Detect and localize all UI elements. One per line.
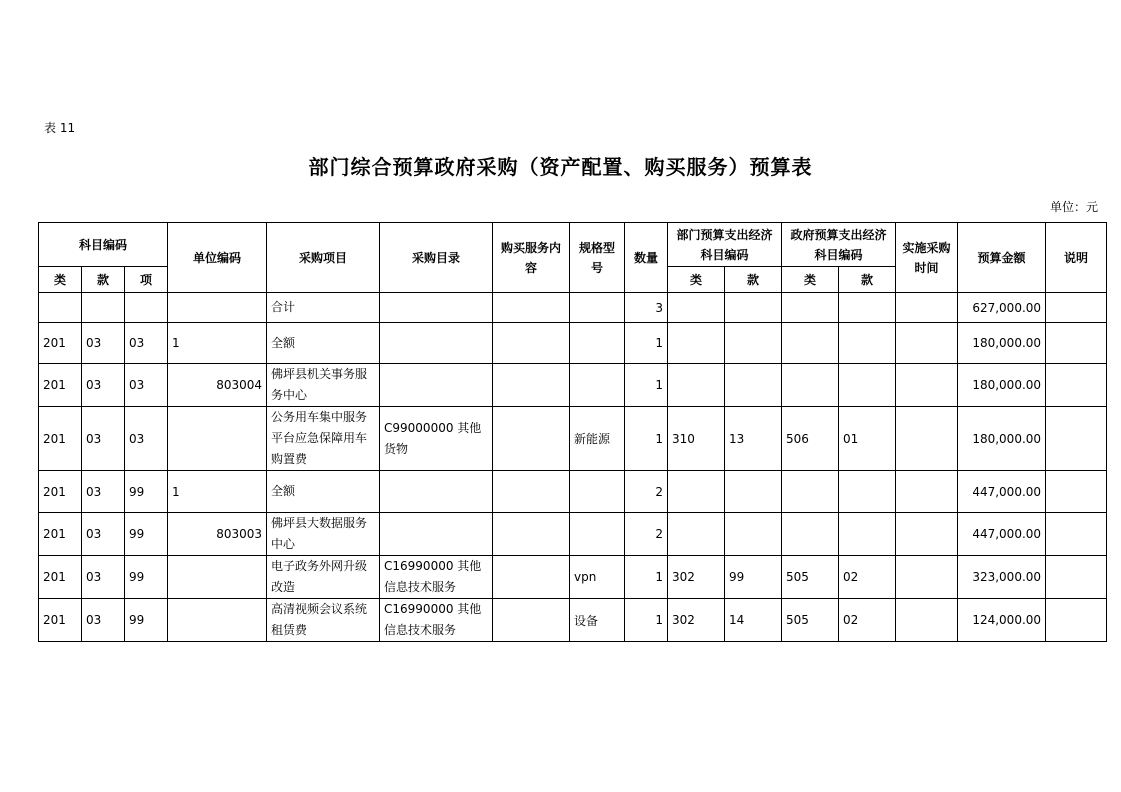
- cell-lei: 201: [39, 513, 82, 556]
- cell-catalog: C16990000 其他信息技术服务: [380, 599, 493, 642]
- cell-time: [896, 513, 958, 556]
- cell-amount: 447,000.00: [958, 471, 1046, 513]
- cell-spec: [570, 293, 625, 323]
- cell-amount: 180,000.00: [958, 407, 1046, 471]
- header-kuan: 款: [82, 267, 125, 293]
- cell-catalog: [380, 471, 493, 513]
- cell-qty: 2: [625, 513, 668, 556]
- cell-spec: 新能源: [570, 407, 625, 471]
- cell-note: [1046, 599, 1107, 642]
- cell-catalog: C99000000 其他货物: [380, 407, 493, 471]
- cell-g-lei: [782, 513, 839, 556]
- header-budget-amount: 预算金额: [958, 223, 1046, 293]
- cell-kuan: 03: [82, 599, 125, 642]
- cell-lei: 201: [39, 323, 82, 364]
- cell-qty: 1: [625, 323, 668, 364]
- cell-g-kuan: 02: [839, 599, 896, 642]
- cell-amount: 323,000.00: [958, 556, 1046, 599]
- cell-service: [493, 513, 570, 556]
- cell-d-lei: [668, 364, 725, 407]
- cell-lei: 201: [39, 556, 82, 599]
- cell-service: [493, 293, 570, 323]
- cell-service: [493, 407, 570, 471]
- table-row: [39, 364, 1107, 407]
- cell-item: 电子政务外网升级改造: [267, 556, 380, 599]
- cell-g-lei: [782, 293, 839, 323]
- cell-item: 全额: [267, 471, 380, 513]
- cell-note: [1046, 323, 1107, 364]
- cell-d-kuan: [725, 293, 782, 323]
- cell-service: [493, 323, 570, 364]
- cell-g-kuan: 02: [839, 556, 896, 599]
- cell-d-lei: 302: [668, 599, 725, 642]
- header-subject-code: 科目编码: [39, 223, 168, 267]
- cell-spec: [570, 323, 625, 364]
- cell-time: [896, 364, 958, 407]
- cell-xiang: 03: [125, 323, 168, 364]
- cell-service: [493, 471, 570, 513]
- cell-unit-code: 1: [168, 323, 267, 364]
- cell-kuan: 03: [82, 323, 125, 364]
- cell-g-kuan: [839, 293, 896, 323]
- header-spec-model: 规格型号: [570, 223, 625, 293]
- header-xiang: 项: [125, 267, 168, 293]
- cell-g-lei: [782, 323, 839, 364]
- cell-lei: 201: [39, 407, 82, 471]
- cell-kuan: 03: [82, 556, 125, 599]
- cell-g-kuan: [839, 513, 896, 556]
- cell-unit-code: 1: [168, 471, 267, 513]
- cell-d-kuan: [725, 364, 782, 407]
- cell-time: [896, 599, 958, 642]
- cell-d-kuan: [725, 513, 782, 556]
- cell-amount: 180,000.00: [958, 364, 1046, 407]
- cell-g-lei: [782, 364, 839, 407]
- page-title: 部门综合预算政府采购（资产配置、购买服务）预算表: [308, 155, 813, 179]
- cell-qty: 1: [625, 599, 668, 642]
- cell-xiang: 99: [125, 599, 168, 642]
- cell-kuan: [82, 293, 125, 323]
- cell-unit-code: 803003: [168, 513, 267, 556]
- cell-spec: 设备: [570, 599, 625, 642]
- header-gov-budget-code: 政府预算支出经济科目编码: [782, 223, 896, 267]
- unit-label: 单位：元: [1049, 200, 1098, 214]
- cell-unit-code: [168, 293, 267, 323]
- cell-g-lei: 505: [782, 599, 839, 642]
- cell-xiang: 99: [125, 471, 168, 513]
- header-service-content: 购买服务内容: [493, 223, 570, 293]
- header-remarks: 说明: [1046, 223, 1107, 293]
- cell-spec: vpn: [570, 556, 625, 599]
- header-dept-lei: 类: [668, 267, 725, 293]
- cell-amount: 180,000.00: [958, 323, 1046, 364]
- cell-lei: [39, 293, 82, 323]
- header-implementation-time: 实施采购时间: [896, 223, 958, 293]
- cell-d-kuan: [725, 323, 782, 364]
- header-purchase-item: 采购项目: [267, 223, 380, 293]
- cell-d-kuan: 99: [725, 556, 782, 599]
- cell-xiang: 03: [125, 364, 168, 407]
- cell-xiang: [125, 293, 168, 323]
- cell-qty: 1: [625, 407, 668, 471]
- cell-qty: 2: [625, 471, 668, 513]
- cell-lei: 201: [39, 471, 82, 513]
- table-number-label: 表 11: [44, 121, 76, 135]
- cell-d-lei: 310: [668, 407, 725, 471]
- cell-spec: [570, 513, 625, 556]
- cell-d-lei: [668, 323, 725, 364]
- cell-time: [896, 556, 958, 599]
- header-dept-kuan: 款: [725, 267, 782, 293]
- table-row: [39, 513, 1107, 556]
- table-row: [39, 599, 1107, 642]
- cell-service: [493, 364, 570, 407]
- header-gov-kuan: 款: [839, 267, 896, 293]
- header-purchase-catalog: 采购目录: [380, 223, 493, 293]
- header-unit-code: 单位编码: [168, 223, 267, 293]
- cell-lei: 201: [39, 364, 82, 407]
- cell-d-kuan: 13: [725, 407, 782, 471]
- cell-qty: 1: [625, 556, 668, 599]
- cell-unit-code: 803004: [168, 364, 267, 407]
- cell-time: [896, 407, 958, 471]
- cell-amount: 124,000.00: [958, 599, 1046, 642]
- cell-item: 佛坪县机关事务服务中心: [267, 364, 380, 407]
- cell-item: 高清视频会议系统租赁费: [267, 599, 380, 642]
- cell-note: [1046, 556, 1107, 599]
- cell-note: [1046, 293, 1107, 323]
- cell-xiang: 99: [125, 513, 168, 556]
- cell-service: [493, 599, 570, 642]
- cell-qty: 1: [625, 364, 668, 407]
- header-quantity: 数量: [625, 223, 668, 293]
- header-lei: 类: [39, 267, 82, 293]
- cell-service: [493, 556, 570, 599]
- header-dept-budget-code: 部门预算支出经济科目编码: [668, 223, 782, 267]
- table-row: [39, 293, 1107, 323]
- cell-amount: 447,000.00: [958, 513, 1046, 556]
- cell-d-lei: 302: [668, 556, 725, 599]
- cell-xiang: 99: [125, 556, 168, 599]
- cell-time: [896, 293, 958, 323]
- cell-time: [896, 471, 958, 513]
- cell-note: [1046, 407, 1107, 471]
- cell-g-lei: 506: [782, 407, 839, 471]
- cell-time: [896, 323, 958, 364]
- cell-d-kuan: [725, 471, 782, 513]
- cell-d-lei: [668, 293, 725, 323]
- cell-xiang: 03: [125, 407, 168, 471]
- cell-unit-code: [168, 407, 267, 471]
- cell-catalog: [380, 513, 493, 556]
- cell-qty: 3: [625, 293, 668, 323]
- table-row: [39, 407, 1107, 471]
- budget-table: [38, 222, 1107, 642]
- cell-d-lei: [668, 471, 725, 513]
- cell-g-lei: [782, 471, 839, 513]
- cell-spec: [570, 364, 625, 407]
- cell-item: 公务用车集中服务平台应急保障用车购置费: [267, 407, 380, 471]
- cell-kuan: 03: [82, 471, 125, 513]
- cell-d-lei: [668, 513, 725, 556]
- cell-catalog: C16990000 其他信息技术服务: [380, 556, 493, 599]
- cell-g-lei: 505: [782, 556, 839, 599]
- cell-g-kuan: [839, 471, 896, 513]
- cell-catalog: [380, 364, 493, 407]
- cell-lei: 201: [39, 599, 82, 642]
- header-gov-lei: 类: [782, 267, 839, 293]
- cell-catalog: [380, 323, 493, 364]
- cell-catalog: [380, 293, 493, 323]
- cell-item: 全额: [267, 323, 380, 364]
- table-row: [39, 471, 1107, 513]
- cell-spec: [570, 471, 625, 513]
- cell-g-kuan: [839, 364, 896, 407]
- cell-g-kuan: 01: [839, 407, 896, 471]
- table-row: [39, 323, 1107, 364]
- cell-item: 佛坪县大数据服务中心: [267, 513, 380, 556]
- cell-g-kuan: [839, 323, 896, 364]
- cell-note: [1046, 364, 1107, 407]
- cell-note: [1046, 513, 1107, 556]
- cell-note: [1046, 471, 1107, 513]
- cell-unit-code: [168, 556, 267, 599]
- table-row: [39, 556, 1107, 599]
- cell-d-kuan: 14: [725, 599, 782, 642]
- cell-kuan: 03: [82, 513, 125, 556]
- cell-kuan: 03: [82, 407, 125, 471]
- cell-kuan: 03: [82, 364, 125, 407]
- cell-item: 合计: [267, 293, 380, 323]
- cell-unit-code: [168, 599, 267, 642]
- cell-amount: 627,000.00: [958, 293, 1046, 323]
